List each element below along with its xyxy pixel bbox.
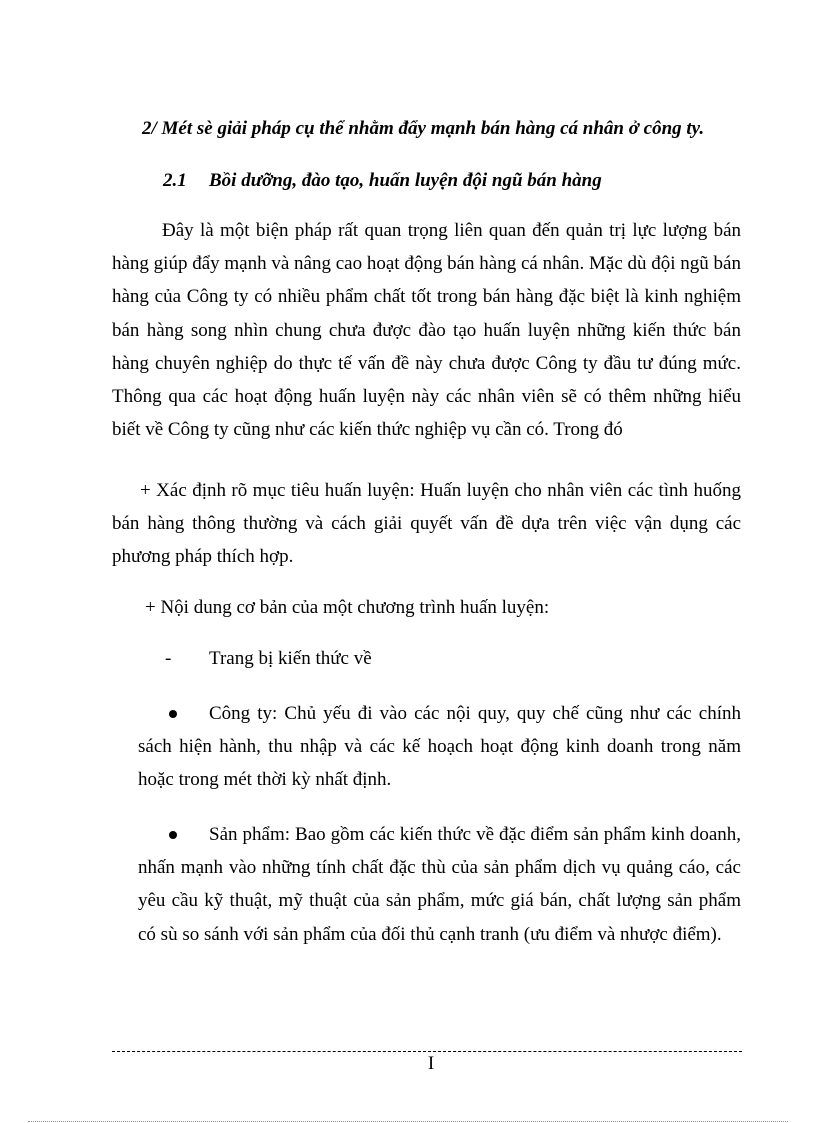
section-heading: 2/ Mét sè giải pháp cụ thể nhằm đẩy mạnh bán hàng cá nhân ở công ty. — [142, 118, 705, 139]
bullet-item-company — [138, 697, 741, 797]
bullet-text: Công ty: Chủ yếu đi vào các nội quy, quy chế cũng như các chính sách hiện hành, thu nhập và các kế hoạch hoạt động kinh doanh trong năm hoặc trong mét thời kỳ nhất định. — [138, 703, 741, 791]
page-bottom-border — [28, 1121, 788, 1122]
bullet-dot-icon — [169, 710, 177, 718]
dash-item-text: Trang bị kiến thức về — [209, 648, 372, 669]
intro-paragraph: Đây là một biện pháp rất quan trọng liên quan đến quản trị lực lượng bán hàng giúp đẩy mạnh và nâng cao hoạt động bán hàng cá nhân. Mặc dù đội ngũ bán hàng của Công ty có nhiều phẩm chất tốt trong bán hàng đặc biệt là kinh nghiệm bán hàng song nhìn chung chưa được đào tạo huấn luyện những kiến thức bán hàng chuyên nghiệp do thực tế vấn đề này chưa được Công ty đầu tư đúng mức. Thông qua các hoạt động huấn luyện này các nhân viên sẽ có thêm những hiểu biết về Công ty cũng như các kiến thức nghiệp vụ cần có. Trong đó — [112, 220, 741, 441]
subsection-number: 2.1 — [163, 170, 187, 191]
dash-marker: - — [165, 648, 172, 669]
footer-divider — [112, 1051, 742, 1052]
subsection-heading — [163, 170, 602, 192]
dash-list-item — [165, 648, 372, 670]
bullet-text: Sản phẩm: Bao gồm các kiến thức về đặc điểm sản phẩm kinh doanh, nhấn mạnh vào những tính chất đặc thù của sản phẩm dịch vụ quảng cáo, các yêu cầu kỹ thuật, mỹ thuật của sản phẩm, mức giá bán, chất lượng sản phẩm có sù so sánh với sản phẩm của đối thủ cạnh tranh (ưu điểm và nhược điểm). — [138, 824, 741, 945]
subsection-title: Bồi dưỡng, đào tạo, huấn luyện đội ngũ bán hàng — [209, 170, 602, 191]
content-paragraph: + Nội dung cơ bản của một chương trình huấn luyện: — [145, 597, 550, 618]
bullet-item-product — [138, 818, 741, 951]
page-number: I — [427, 1053, 435, 1074]
bullet-dot-icon — [169, 831, 177, 839]
goal-paragraph: + Xác định rõ mục tiêu huấn luyện: Huấn luyện cho nhân viên các tình huống bán hàng thông thường và cách giải quyết vấn đề dựa trên việc vận dụng các phương pháp thích hợp. — [112, 480, 741, 568]
